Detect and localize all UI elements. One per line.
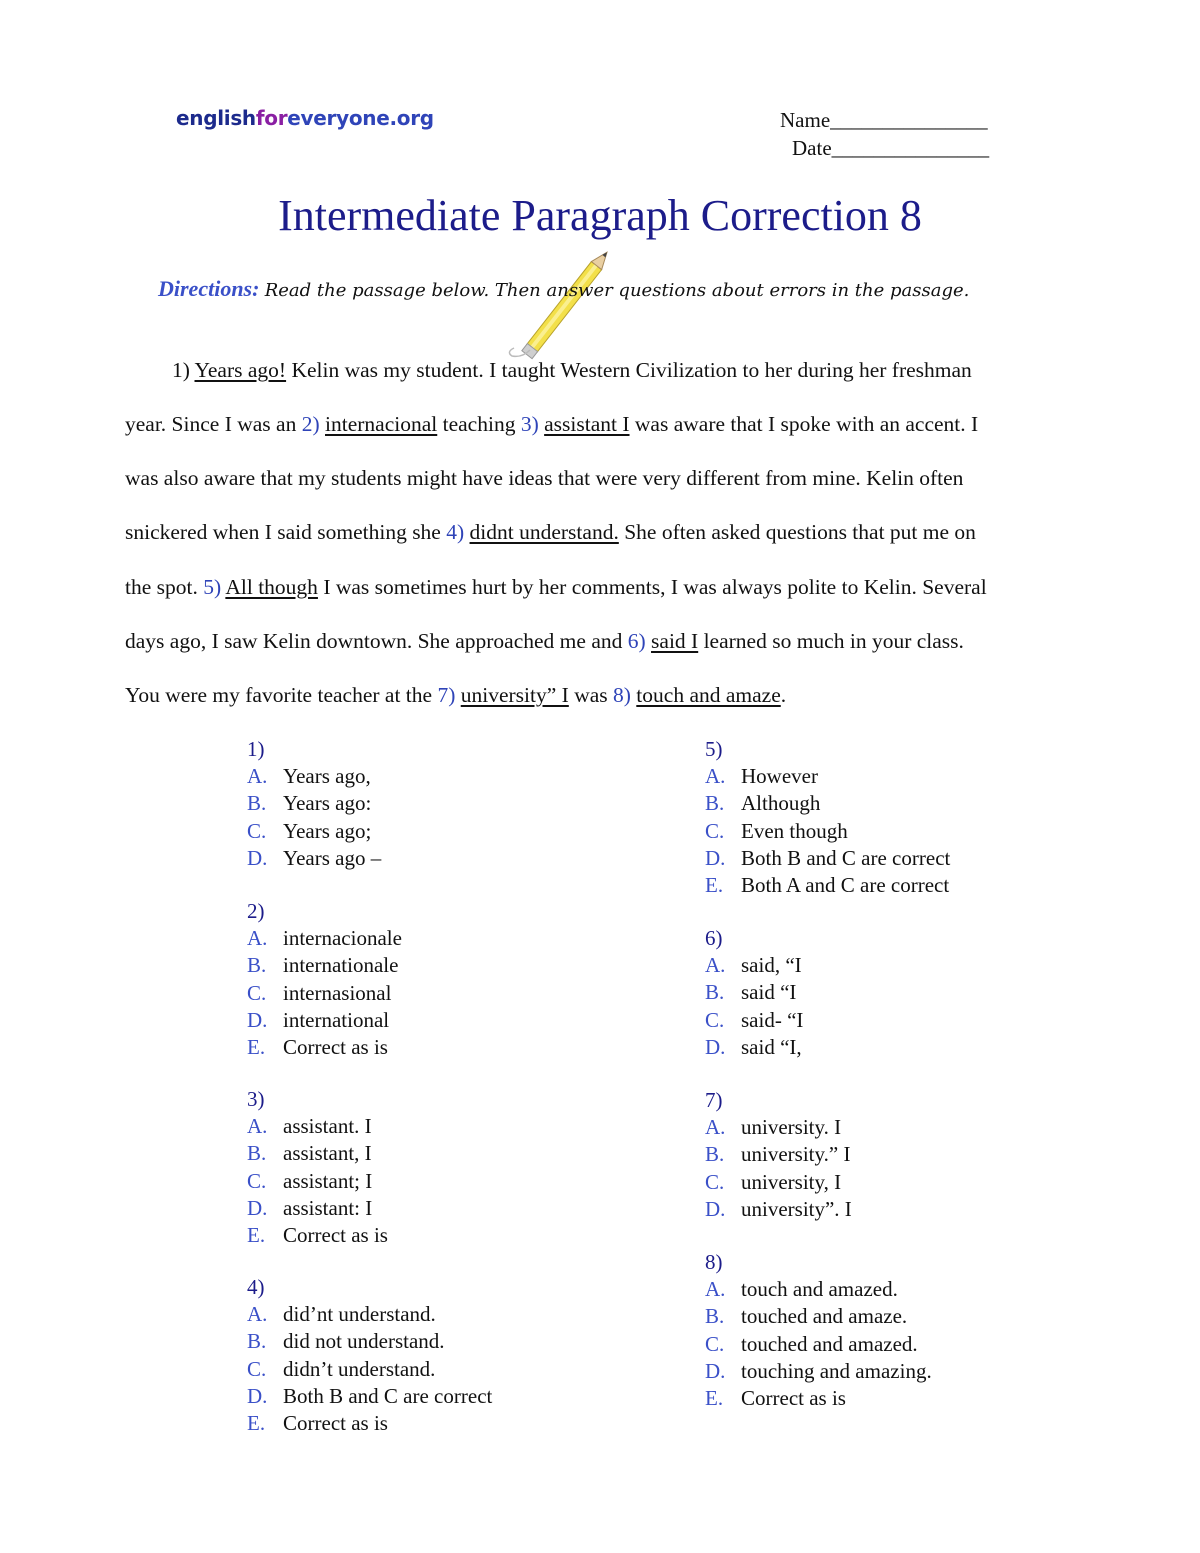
option-text: didn’t understand. <box>283 1356 436 1381</box>
directions-label: Directions: <box>158 276 260 301</box>
option-letter: B. <box>247 953 267 978</box>
passage-text: was <box>568 683 613 707</box>
passage-line-2 <box>125 412 978 437</box>
option-text: Correct as is <box>283 1035 388 1060</box>
passage-line-5 <box>125 575 987 600</box>
option-letter: E. <box>247 1411 266 1436</box>
error-5: All though <box>225 575 318 599</box>
option-letter: D. <box>247 845 268 870</box>
site-logo <box>176 106 434 130</box>
question-7 <box>705 1087 852 1223</box>
option-letter: C. <box>705 818 725 843</box>
option-text: Years ago: <box>283 791 372 816</box>
question-number: 1) <box>247 737 265 761</box>
question-number: 8) <box>705 1250 723 1274</box>
error-number-2: 2) <box>301 412 320 436</box>
option-text: internasional <box>283 980 392 1005</box>
name-date-block <box>780 106 989 162</box>
passage-line-3 <box>125 466 963 491</box>
option-text: Both B and C are correct <box>283 1383 493 1408</box>
option-text: Correct as is <box>741 1386 846 1411</box>
option-letter: A. <box>705 1115 726 1139</box>
option-text: Even though <box>741 818 848 843</box>
answer-option[interactable] <box>705 979 803 1006</box>
option-text: Correct as is <box>283 1411 388 1436</box>
option-text: assistant; I <box>283 1168 373 1193</box>
passage-text: was aware that I spoke with an accent. I <box>629 412 979 436</box>
passage-line-1 <box>172 358 972 383</box>
option-letter: E. <box>247 1035 266 1060</box>
option-letter: A. <box>705 953 726 977</box>
date-field[interactable]: Date_______________ <box>792 136 990 160</box>
answer-option[interactable] <box>705 1196 852 1223</box>
passage-text: the spot. <box>125 575 204 599</box>
option-letter: B. <box>247 1329 267 1354</box>
answer-option[interactable] <box>247 1328 492 1355</box>
option-text: internationale <box>283 953 399 978</box>
passage-text: was also aware that my students might have ideas that were very different from mine. Kelin often <box>125 466 964 490</box>
answer-option[interactable] <box>705 818 950 845</box>
question-3 <box>247 1086 388 1249</box>
answer-option[interactable] <box>247 1168 388 1195</box>
option-letter: B. <box>247 791 267 816</box>
option-letter: C. <box>247 818 267 843</box>
question-number: 4) <box>247 1275 265 1299</box>
question-8 <box>705 1249 932 1412</box>
option-letter: A. <box>247 1302 268 1326</box>
option-text: Years ago – <box>283 845 382 870</box>
name-field[interactable]: Name_______________ <box>780 108 988 132</box>
passage-text: teaching <box>437 412 521 436</box>
passage-text: Kelin was my student. I taught Western Civilization to her during her freshman <box>286 358 972 382</box>
passage-line-7 <box>125 683 786 708</box>
option-letter: C. <box>247 1168 267 1193</box>
option-letter: A. <box>247 926 268 950</box>
passage-text: I was sometimes hurt by her comments, I was always polite to Kelin. Several <box>317 575 987 599</box>
option-letter: D. <box>705 1034 726 1059</box>
error-6: said I <box>651 629 699 653</box>
option-letter: A. <box>705 1277 726 1301</box>
option-letter: A. <box>705 764 726 788</box>
logo-part-for: for <box>255 106 288 130</box>
answer-option[interactable] <box>705 1385 932 1412</box>
answer-option[interactable] <box>705 790 950 817</box>
directions-text: Read the passage below. Then answer questions about errors in the passage. <box>264 280 970 301</box>
answer-option[interactable] <box>247 1007 402 1034</box>
option-letter: E. <box>705 1386 724 1411</box>
option-text: university.” I <box>741 1142 851 1167</box>
logo-part-english: english <box>176 106 256 130</box>
question-number: 7) <box>705 1088 723 1112</box>
answer-option[interactable] <box>247 925 402 952</box>
answer-option[interactable] <box>247 818 381 845</box>
option-text: did not understand. <box>283 1329 445 1354</box>
option-text: touching and amazing. <box>741 1358 932 1383</box>
option-letter: B. <box>705 1142 725 1167</box>
answer-option[interactable] <box>247 845 381 872</box>
pencil-icon <box>500 242 640 362</box>
option-letter: D. <box>247 1195 268 1220</box>
option-text: assistant: I <box>283 1195 373 1220</box>
option-text: said “I, <box>741 1034 802 1059</box>
option-text: assistant, I <box>283 1141 372 1166</box>
answer-option[interactable] <box>247 1222 388 1249</box>
option-letter: C. <box>705 1331 725 1356</box>
option-text: international <box>283 1007 390 1032</box>
option-letter: B. <box>705 791 725 816</box>
error-4: didnt understand. <box>469 520 619 544</box>
answer-option[interactable] <box>247 1113 388 1140</box>
question-number: 5) <box>705 737 723 761</box>
error-2: internacional <box>325 412 438 436</box>
question-2 <box>247 898 402 1061</box>
answer-option[interactable] <box>705 1276 932 1303</box>
answer-option[interactable] <box>247 1140 388 1167</box>
option-letter: B. <box>705 1304 725 1329</box>
error-number-5: 5) <box>203 575 222 599</box>
error-number-6: 6) <box>627 629 646 653</box>
answer-option[interactable] <box>247 1383 492 1410</box>
option-letter: C. <box>705 1169 725 1194</box>
option-text: university, I <box>741 1169 842 1194</box>
answer-option[interactable] <box>705 845 950 872</box>
passage-text: snickered when I said something she <box>125 520 447 544</box>
passage-text: . <box>780 683 787 707</box>
answer-option[interactable] <box>705 763 950 790</box>
option-letter: D. <box>705 1196 726 1221</box>
option-text: touched and amazed. <box>741 1331 918 1356</box>
option-text: Years ago, <box>283 764 371 788</box>
error-3: assistant I <box>544 412 630 436</box>
passage-text: days ago, I saw Kelin downtown. She approached me and <box>125 629 628 653</box>
option-letter: D. <box>247 1383 268 1408</box>
option-text: internacionale <box>283 926 402 950</box>
option-text: Both B and C are correct <box>741 845 951 870</box>
question-number: 3) <box>247 1087 265 1111</box>
question-1 <box>247 736 381 872</box>
option-text: said, “I <box>741 953 802 977</box>
option-letter: C. <box>247 980 267 1005</box>
answer-option[interactable] <box>705 1007 803 1034</box>
error-1: Years ago! <box>194 358 287 382</box>
answer-option[interactable] <box>705 1141 852 1168</box>
option-letter: A. <box>247 1114 268 1138</box>
answer-option[interactable] <box>247 952 402 979</box>
option-text: Both A and C are correct <box>741 873 950 898</box>
error-number-3: 3) <box>520 412 539 436</box>
passage-text: You were my favorite teacher at the <box>125 683 438 707</box>
directions <box>158 276 969 302</box>
option-text: touched and amaze. <box>741 1304 908 1329</box>
option-text: Years ago; <box>283 818 372 843</box>
option-letter: D. <box>247 1007 268 1032</box>
answer-option[interactable] <box>705 952 803 979</box>
passage-text: She often asked questions that put me on <box>618 520 976 544</box>
option-letter: E. <box>247 1223 266 1248</box>
logo-part-everyone: everyone.org <box>287 106 434 130</box>
passage-line-4 <box>125 520 976 545</box>
passage-text: year. Since I was an <box>125 412 302 436</box>
answer-option[interactable] <box>247 763 381 790</box>
answer-option[interactable] <box>705 1303 932 1330</box>
question-4 <box>247 1274 492 1437</box>
option-letter: C. <box>705 1007 725 1032</box>
option-letter: B. <box>247 1141 267 1166</box>
answer-option[interactable] <box>247 1034 402 1061</box>
answer-option[interactable] <box>247 1195 388 1222</box>
option-letter: A. <box>247 764 268 788</box>
option-text: said “I <box>741 980 797 1005</box>
error-number-4: 4) <box>446 520 465 544</box>
question-number: 6) <box>705 926 723 950</box>
page-title: Intermediate Paragraph Correction 8 <box>278 191 922 240</box>
answer-option[interactable] <box>247 790 381 817</box>
option-letter: D. <box>705 845 726 870</box>
answer-option[interactable] <box>247 1410 492 1437</box>
answer-option[interactable] <box>705 1331 932 1358</box>
question-5 <box>705 736 950 899</box>
passage-text: learned so much in your class. <box>698 629 964 653</box>
passage-line-6 <box>125 629 964 654</box>
option-text: Correct as is <box>283 1223 388 1248</box>
option-letter: C. <box>247 1356 267 1381</box>
answer-option[interactable] <box>247 1356 492 1383</box>
option-text: university”. I <box>741 1196 852 1221</box>
option-text: did’nt understand. <box>283 1302 436 1326</box>
answer-option[interactable] <box>705 872 950 899</box>
error-number-1: 1) <box>172 358 190 382</box>
option-text: touch and amazed. <box>741 1277 898 1301</box>
answer-option[interactable] <box>247 980 402 1007</box>
option-text: university. I <box>741 1115 842 1139</box>
question-number: 2) <box>247 899 265 923</box>
answer-option[interactable] <box>705 1358 932 1385</box>
answer-option[interactable] <box>705 1169 852 1196</box>
option-text: However <box>741 764 818 788</box>
error-8: touch and amaze <box>636 683 781 707</box>
option-letter: E. <box>705 873 724 898</box>
answer-option[interactable] <box>705 1034 803 1061</box>
option-text: Although <box>741 791 821 816</box>
option-text: assistant. I <box>283 1114 372 1138</box>
option-letter: B. <box>705 980 725 1005</box>
option-letter: D. <box>705 1358 726 1383</box>
error-7: university” I <box>460 683 569 707</box>
error-number-7: 7) <box>437 683 456 707</box>
option-text: said- “I <box>741 1007 804 1032</box>
answer-option[interactable] <box>247 1301 492 1328</box>
question-6 <box>705 925 803 1061</box>
error-number-8: 8) <box>613 683 631 707</box>
answer-option[interactable] <box>705 1114 852 1141</box>
